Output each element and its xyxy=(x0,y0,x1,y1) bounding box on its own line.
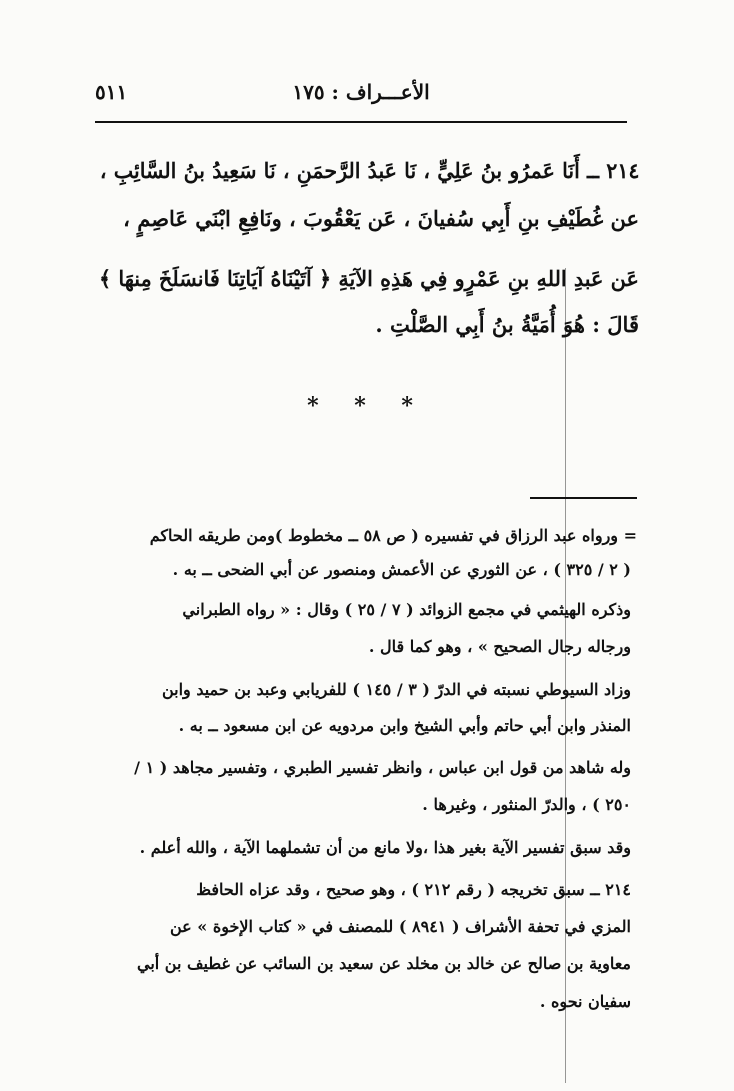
footnote-line: وله شاهد من قول ابن عباس ، وانظر تفسير الطبري ، وتفسير مجاهد ( ١ / xyxy=(134,758,631,777)
page-header xyxy=(95,80,627,110)
footnote-line: سفيان نحوه . xyxy=(539,992,631,1011)
footnote-rule xyxy=(530,497,637,499)
main-text-line: عن غُطَيْفِ بنِ أَبِي سُفيانَ ، عَن يَعْقُوبَ ، ونَافِعِ ابْنَي عَاصِمٍ ، xyxy=(123,206,639,231)
footnote-line: وذكره الهيثمي في مجمع الزوائد ( ٧ / ٢٥ ) وقال : « رواه الطبراني xyxy=(182,600,631,619)
footnote-line: ( ٢ / ٣٢٥ ) ، عن الثوري عن الأعمش ومنصور عن أبي الضحى ــ به . xyxy=(172,560,631,579)
footnote-line: المنذر وابن أبي حاتم وأبي الشيخ وابن مردويه عن ابن مسعود ــ به . xyxy=(178,716,631,735)
main-text-line: ٢١٤ ــ أَنَا عَمرُو بنُ عَلِيٍّ ، نَا عَبدُ الرَّحمَنِ ، نَا سَعِيدُ بنُ السَّائِبِ ، xyxy=(99,158,639,183)
header-rule xyxy=(95,121,627,123)
main-text-line: قَالَ : هُوَ أُمَيَّةُ بنُ أَبِي الصَّلْتِ . xyxy=(375,312,639,337)
footnote-line: معاوية بن صالح عن خالد بن مخلد عن سعيد بن السائب عن غطيف بن أبي xyxy=(136,954,631,973)
main-text-line: عَن عَبدِ اللهِ بنِ عَمْرٍو فِي هَذِهِ الآيَةِ ﴿ آتَيْنَاهُ آيَاتِنَا فَانسَلَخَ مِنهَا ﴾ xyxy=(99,266,639,291)
footnote-line: وقد سبق تفسير الآية بغير هذا ،ولا مانع من أن تشملهما الآية ، والله أعلم . xyxy=(139,838,631,857)
footnote-line: ورجاله رجال الصحيح » ، وهو كما قال . xyxy=(368,637,631,656)
footnote-line: وزاد السيوطي نسبته في الدرّ ( ٣ / ١٤٥ ) للفريابي وعبد بن حميد وابن xyxy=(161,680,631,699)
section-separator: * * * xyxy=(307,393,427,419)
footnote-line: = ورواه عبد الرزاق في تفسيره ( ص ٥٨ ــ مخطوط )ومن طريقه الحاكم xyxy=(149,526,637,545)
footnote-line: المزي في تحفة الأشراف ( ٨٩٤١ ) للمصنف في « كتاب الإخوة » عن xyxy=(169,917,631,936)
running-title: الأعـــراف : ١٧٥ xyxy=(292,80,430,104)
footnote-line: ٢٥٠ ) ، والدرّ المنثور ، وغيرها . xyxy=(422,795,631,814)
page-number: ٥١١ xyxy=(95,80,128,104)
footnote-line: ٢١٤ ــ سبق تخريجه ( رقم ٢١٢ ) ، وهو صحيح ، وقد عزاه الحافظ xyxy=(196,880,631,899)
